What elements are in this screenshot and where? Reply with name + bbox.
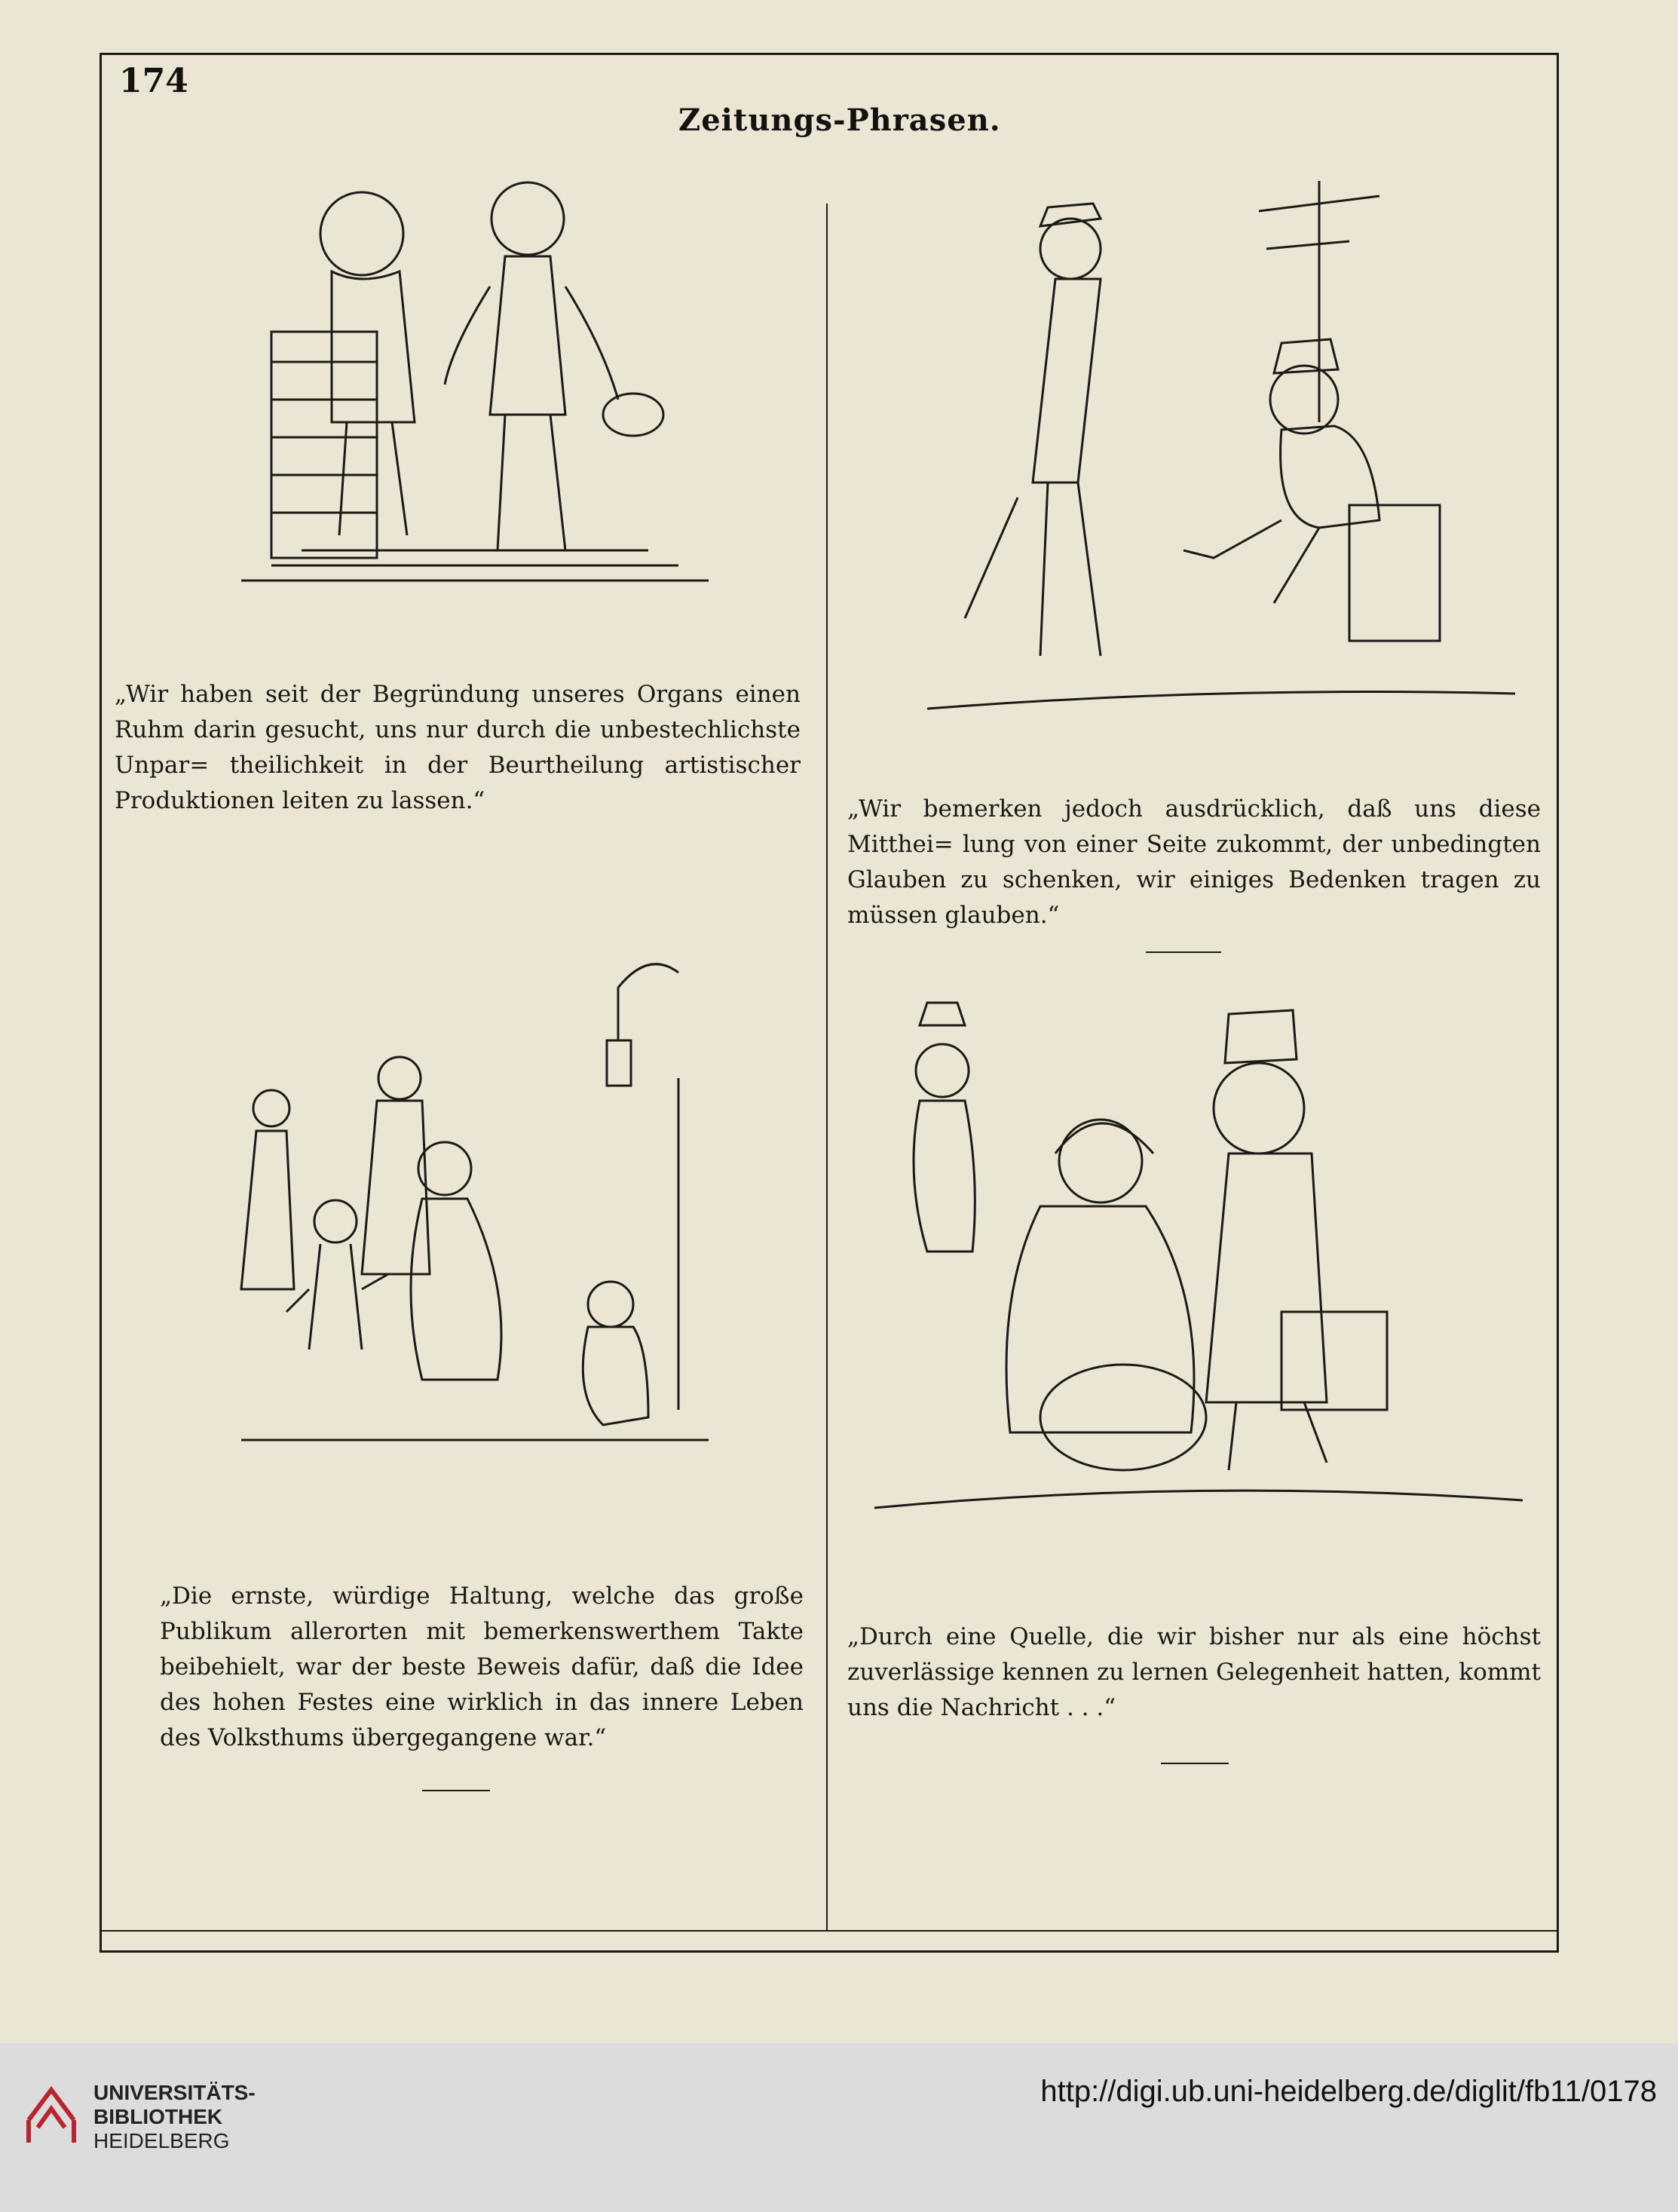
caption-bottom-left: „Die ernste, würdige Haltung, welche das große Publikum allerorten mit bemerkenswerthem Takte beibehielt, war der beste Beweis dafür, daß die Idee des hohen Festes eine wirklich in das innere Leben des Volksthums übergegangene war.“ — [160, 1582, 804, 1751]
page-title: Zeitungs-Phrasen. — [678, 103, 1001, 138]
caption-bottom-right: „Durch eine Quelle, die wir bisher nur als eine höchst zuverlässige kennen zu lernen Gelegenheit hatten, kommt uns die Nachricht . . .“ — [847, 1623, 1541, 1721]
separator-rule — [422, 1790, 490, 1791]
illustration-editor-and-dandy — [226, 173, 724, 596]
logo-line-3: HEIDELBERG — [93, 2129, 230, 2152]
permalink-url[interactable]: http://digi.ub.uni-heidelberg.de/diglit/fb11/0178 — [1040, 2075, 1657, 2108]
separator-rule — [1146, 951, 1221, 953]
illustration-crowd-under-lantern — [226, 957, 724, 1455]
caption-top-right: „Wir bemerken jedoch ausdrücklich, daß uns diese Mitthei= lung von einer Seite zukommt, der unbedingten Glauben zu schenken, wir einiges Bedenken tragen zu müssen glauben.“ — [847, 795, 1541, 929]
illustration-ragged-man-and-seated-man — [927, 166, 1515, 739]
logo-line-1: UNIVERSITÄTS- — [93, 2081, 256, 2104]
separator-rule — [1161, 1763, 1229, 1764]
page-number: 174 — [119, 62, 188, 100]
illustration-market-woman-and-gentleman — [874, 980, 1523, 1538]
library-logo-text[interactable] — [93, 2081, 256, 2153]
logo-line-2: BIBLIOTHEK — [93, 2105, 223, 2128]
library-logo-icon[interactable] — [21, 2075, 81, 2150]
caption-top-left: „Wir haben seit der Begründung unseres Organs einen Ruhm darin gesucht, uns nur durch die unbestechlichste Unpar= theilichkeit in der Beurtheilung artistischer Produktionen leiten zu lassen.“ — [115, 681, 801, 814]
bottom-inner-rule — [100, 1930, 1559, 1932]
column-divider — [826, 204, 828, 1930]
